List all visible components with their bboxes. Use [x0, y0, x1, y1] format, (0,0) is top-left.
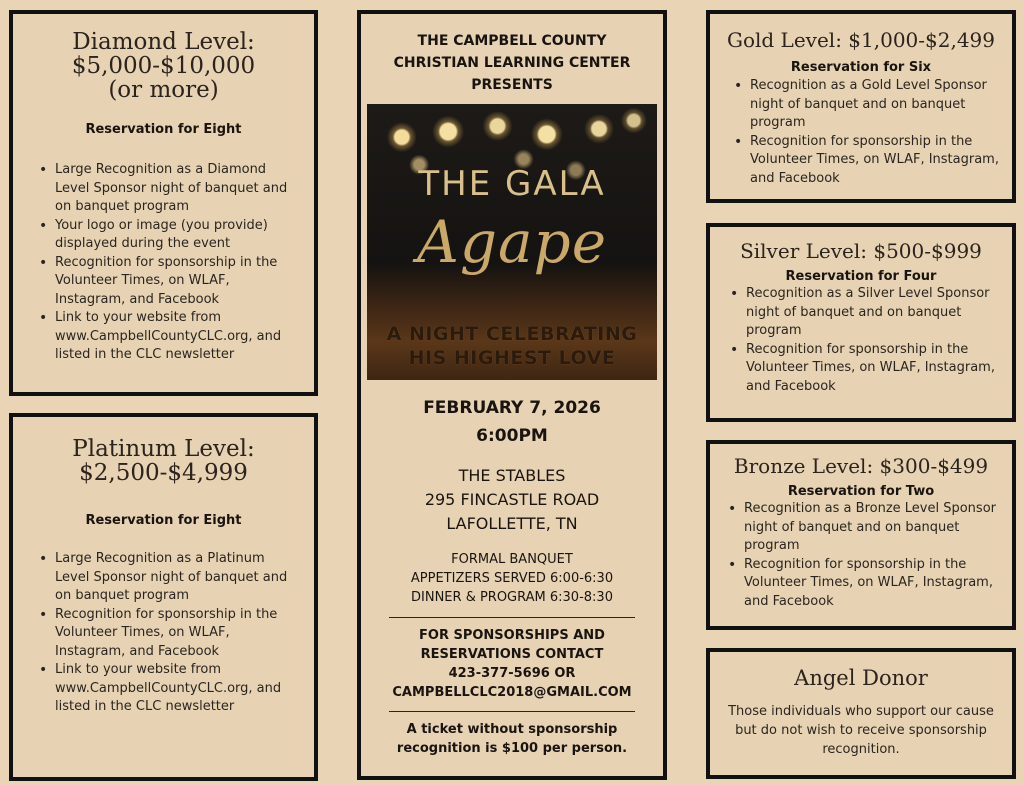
ticket-note — [361, 720, 663, 758]
gala-subtitle-line2: HIS HIGHEST LOVE — [408, 347, 616, 369]
silver-reservation: Reservation for Four — [785, 269, 937, 284]
contact-info — [361, 626, 663, 702]
list-item: • Recognition as a Silver Level Sponsor night of banquet and on banquet program — [724, 285, 1002, 341]
ticket-line2: recognition is $100 per person. — [396, 741, 628, 756]
platinum-level-panel — [9, 413, 318, 781]
contact-line1: FOR SPONSORSHIPS AND — [419, 628, 605, 643]
divider — [389, 617, 635, 618]
silver-benefits-list — [724, 285, 1002, 396]
list-item: • Link to your website from www.CampbellCountyCLC.org, and listed in the CLC newsletter — [33, 661, 300, 717]
schedule-line1: FORMAL BANQUET — [451, 552, 573, 567]
gold-level-panel — [706, 10, 1016, 203]
diamond-level-panel — [9, 10, 318, 396]
contact-email: CAMPBELLCLC2018@GMAIL.COM — [392, 685, 632, 700]
gala-subtitle — [367, 322, 657, 370]
contact-line2: RESERVATIONS CONTACT — [420, 647, 604, 662]
gold-level-title: Gold Level: $1,000-$2,499 — [726, 28, 996, 52]
list-item: • Recognition for sponsorship in the Volunteer Times, on WLAF, Instagram, and Facebook — [724, 341, 1002, 397]
angel-donor-text: Those individuals who support our cause but do not wish to receive sponsorship recognition. — [728, 704, 994, 757]
platinum-title-line1: Platinum Level: — [72, 436, 255, 462]
list-item: • Recognition as a Bronze Level Sponsor night of banquet and on banquet program — [722, 500, 1002, 556]
gala-agape-script: Agape — [416, 208, 608, 276]
bronze-benefits-list — [722, 500, 1002, 611]
ticket-line1: A ticket without sponsorship — [406, 722, 618, 737]
list-item: • Your logo or image (you provide) displayed during the event — [33, 217, 300, 254]
list-item: • Recognition as a Gold Level Sponsor night of banquet and on banquet program — [728, 77, 1002, 133]
list-item: • Recognition for sponsorship in the Volunteer Times, on WLAF, Instagram, and Facebook — [722, 556, 1002, 612]
diamond-reservation: Reservation for Eight — [85, 122, 242, 137]
event-time: 6:00PM — [476, 426, 548, 446]
contact-phone: 423-377-5696 OR — [448, 666, 576, 681]
silver-level-panel — [706, 223, 1016, 422]
presenter-heading — [361, 30, 663, 96]
gala-title: THE GALA — [418, 164, 606, 204]
list-item: • Link to your website from www.CampbellCountyCLC.org, and listed in the CLC newsletter — [33, 309, 300, 365]
schedule-line3: DINNER & PROGRAM 6:30-8:30 — [411, 590, 613, 605]
gala-subtitle-line1: A NIGHT CELEBRATING — [386, 323, 638, 345]
gala-banner-image — [367, 104, 657, 380]
diamond-title-line3: (or more) — [108, 77, 219, 103]
bronze-reservation: Reservation for Two — [787, 484, 935, 499]
platinum-reservation: Reservation for Eight — [85, 513, 242, 528]
presenter-line2: CHRISTIAN LEARNING CENTER — [393, 55, 631, 71]
silver-level-title: Silver Level: $500-$999 — [740, 239, 982, 263]
presenter-line1: THE CAMPBELL COUNTY — [417, 33, 607, 49]
list-item: • Recognition for sponsorship in the Volunteer Times, on WLAF, Instagram, and Facebook — [33, 254, 300, 310]
event-date-time — [361, 394, 663, 450]
event-center-panel — [357, 10, 667, 780]
event-date: FEBRUARY 7, 2026 — [423, 398, 601, 418]
divider — [389, 711, 635, 712]
bronze-level-panel — [706, 440, 1016, 630]
venue-city: LAFOLLETTE, TN — [446, 514, 578, 533]
platinum-title-line2: $2,500-$4,999 — [79, 460, 248, 486]
event-schedule — [361, 550, 663, 607]
gold-reservation: Reservation for Six — [790, 60, 932, 75]
event-venue — [361, 464, 663, 536]
platinum-benefits-list — [33, 550, 300, 717]
angel-donor-title: Angel Donor — [794, 666, 928, 690]
list-item: • Large Recognition as a Platinum Level Sponsor night of banquet and on banquet program — [33, 550, 300, 606]
presenter-line3: PRESENTS — [471, 77, 553, 93]
schedule-line2: APPETIZERS SERVED 6:00-6:30 — [410, 571, 614, 586]
diamond-level-title — [13, 30, 314, 102]
angel-donor-panel — [706, 648, 1016, 779]
list-item: • Recognition for sponsorship in the Volunteer Times, on WLAF, Instagram, and Facebook — [728, 133, 1002, 189]
platinum-level-title — [13, 437, 314, 485]
diamond-title-line2: $5,000-$10,000 — [71, 53, 256, 79]
bronze-level-title: Bronze Level: $300-$499 — [733, 454, 989, 478]
gold-benefits-list — [728, 77, 1002, 188]
list-item: • Recognition for sponsorship in the Volunteer Times, on WLAF, Instagram, and Facebook — [33, 606, 300, 662]
list-item: • Large Recognition as a Diamond Level Sponsor night of banquet and on banquet program — [33, 161, 300, 217]
venue-name: THE STABLES — [458, 466, 566, 485]
diamond-title-line1: Diamond Level: — [72, 29, 255, 55]
diamond-benefits-list — [33, 161, 300, 365]
venue-street: 295 FINCASTLE ROAD — [424, 490, 600, 509]
